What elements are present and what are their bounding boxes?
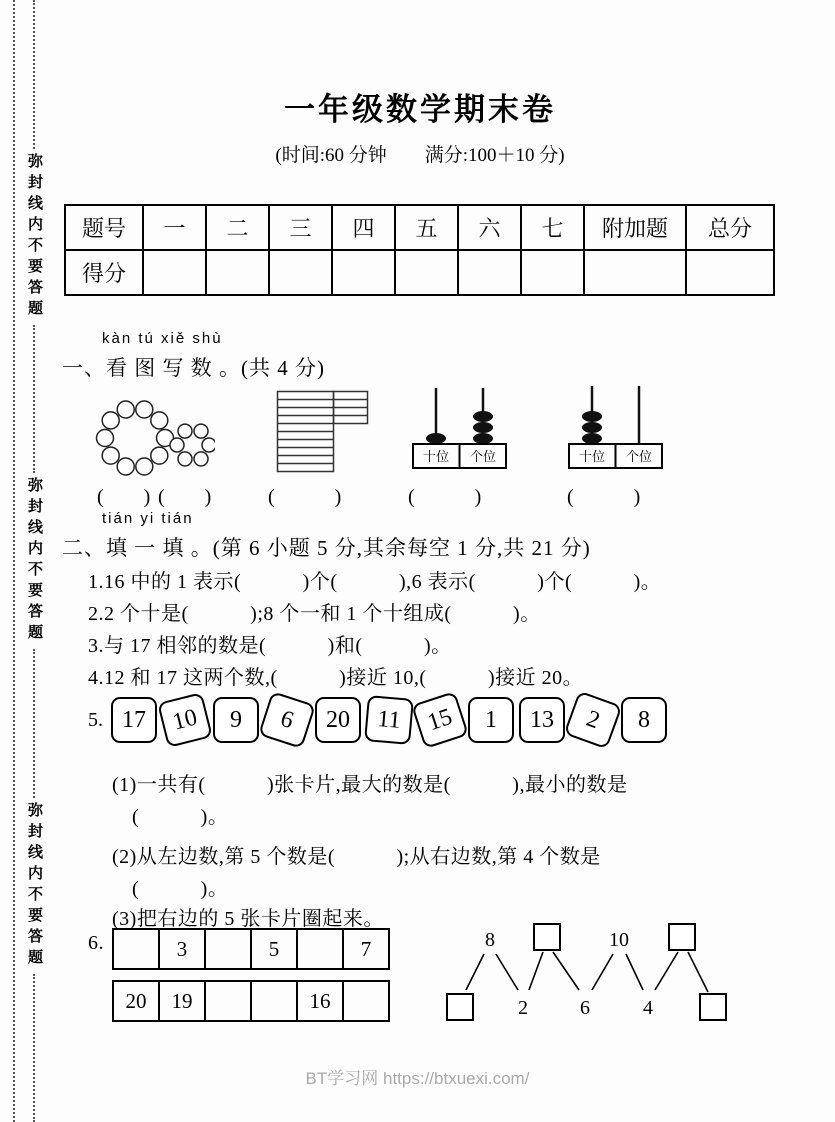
seal-dotted-line — [13, 0, 15, 1122]
score-cell — [521, 250, 584, 295]
score-cell — [395, 250, 458, 295]
number-card: 17 — [111, 697, 157, 743]
score-col: 三 — [269, 205, 332, 250]
sequence-cell: 16 — [297, 981, 343, 1021]
sequence-cell — [205, 981, 251, 1021]
score-col: 六 — [458, 205, 521, 250]
seal-margin — [23, 0, 45, 1122]
zigzag-bottom-number: 6 — [580, 997, 590, 1019]
question-4: 4.12 和 17 这两个数,( )接近 10,( )接近 20。 — [88, 667, 584, 689]
question-5-number: 5. — [88, 708, 103, 731]
score-cell — [584, 250, 686, 295]
number-card: 9 — [213, 697, 259, 743]
score-table — [64, 204, 775, 296]
ones-label: 个位 — [625, 449, 653, 464]
zigzag-top-number: 10 — [609, 929, 629, 951]
question-2: 2.2 个十是( );8 个一和 1 个十组成( )。 — [88, 603, 541, 625]
sequence-table-row2 — [112, 980, 390, 1022]
section1-pinyin: kàn tú xiě shù — [102, 330, 223, 347]
zigzag-number-diagram — [438, 916, 738, 1031]
question-1: 1.16 中的 1 表示( )个( ),6 表示( )个( )。 — [88, 571, 662, 593]
sequence-cell — [297, 929, 343, 969]
seal-dotted-segment — [33, 974, 35, 1122]
score-cell — [332, 250, 395, 295]
score-cell — [269, 250, 332, 295]
number-card: 15 — [411, 691, 469, 749]
question-3: 3.与 17 相邻的数是( )和( )。 — [88, 635, 452, 657]
answer-blank: ( ) — [97, 486, 151, 508]
score-cell — [143, 250, 206, 295]
sequence-cell — [113, 929, 159, 969]
sequence-cell — [251, 981, 297, 1021]
seal-margin-text: 弥封线内不要答题 — [26, 477, 42, 645]
score-cell — [686, 250, 774, 295]
sequence-cell: 5 — [251, 929, 297, 969]
number-card: 8 — [621, 697, 667, 743]
zigzag-bottom-number: 2 — [518, 997, 528, 1019]
place-value-abacus-2 — [568, 386, 663, 470]
score-col: 五 — [395, 205, 458, 250]
sequence-cell: 7 — [343, 929, 389, 969]
sequence-cell — [205, 929, 251, 969]
site-watermark: BT学习网 https://btxuexi.com/ — [305, 1069, 530, 1088]
answer-blank: ( ) — [408, 486, 482, 508]
section2-title: 二、填 一 填 。(第 6 小题 5 分,其余每空 1 分,共 21 分) — [62, 536, 591, 560]
page-subtitle: (时间:60 分钟 满分:100＋10 分) — [275, 145, 565, 166]
score-col: 一 — [143, 205, 206, 250]
block-grid — [278, 392, 368, 472]
score-cell — [206, 250, 269, 295]
abacus-beads — [582, 411, 602, 444]
ones-label: 个位 — [469, 449, 497, 464]
zigzag-top-number: 8 — [485, 929, 495, 951]
tens-label: 十位 — [422, 449, 450, 464]
section2-pinyin: tián yi tián — [102, 510, 194, 527]
score-table-header-label: 题号 — [65, 205, 143, 250]
seal-margin-text: 弥封线内不要答题 — [26, 152, 42, 321]
score-row-label: 得分 — [65, 250, 143, 295]
question-5-sub2: (2)从左边数,第 5 个数是( );从右边数,第 4 个数是 — [112, 846, 601, 868]
number-card: 10 — [157, 692, 213, 748]
number-card: 2 — [564, 691, 623, 750]
question-5-sub3: (3)把右边的 5 张卡片圈起来。 — [112, 908, 384, 930]
score-cell — [458, 250, 521, 295]
seal-dotted-segment — [33, 0, 35, 149]
answer-blank: ( ) — [567, 486, 641, 508]
question-6-number: 6. — [88, 932, 104, 954]
number-card: 13 — [519, 697, 565, 743]
section1-title: 一、看 图 写 数 。(共 4 分) — [62, 356, 325, 380]
bead-ring-small — [170, 424, 215, 466]
zigzag-bottom-number: 4 — [643, 997, 653, 1019]
score-col: 七 — [521, 205, 584, 250]
number-card: 1 — [468, 697, 514, 743]
answer-blank: ( ) — [268, 486, 342, 508]
score-col: 附加题 — [584, 205, 686, 250]
sequence-table-row1 — [112, 928, 390, 970]
question-5-sub2-cont: ( )。 — [132, 878, 229, 900]
seal-margin-text: 弥封线内不要答题 — [26, 801, 42, 970]
question-5-sub1-cont: ( )。 — [132, 806, 229, 828]
sequence-cell: 19 — [159, 981, 205, 1021]
question-5-cards — [88, 697, 667, 743]
number-card: 20 — [315, 697, 361, 743]
zigzag-lines — [466, 952, 708, 992]
base-ten-blocks-figure — [276, 390, 371, 475]
score-col: 四 — [332, 205, 395, 250]
place-value-abacus-1 — [412, 388, 507, 470]
number-card: 11 — [364, 695, 414, 745]
sequence-cell — [343, 981, 389, 1021]
question-5-sub1: (1)一共有( )张卡片,最大的数是( ),最小的数是 — [112, 774, 628, 796]
answer-blank: ( ) — [158, 486, 212, 508]
seal-dotted-segment — [33, 649, 35, 798]
score-col: 二 — [206, 205, 269, 250]
tens-label: 十位 — [578, 449, 606, 464]
sequence-cell: 3 — [159, 929, 205, 969]
sequence-cell: 20 — [113, 981, 159, 1021]
beads-figure — [85, 393, 215, 481]
seal-dotted-segment — [33, 325, 35, 474]
page-title: 一年级数学期末卷 — [284, 92, 556, 127]
score-col: 总分 — [686, 205, 774, 250]
number-card: 6 — [258, 691, 316, 749]
bead-ring-large — [97, 401, 174, 475]
